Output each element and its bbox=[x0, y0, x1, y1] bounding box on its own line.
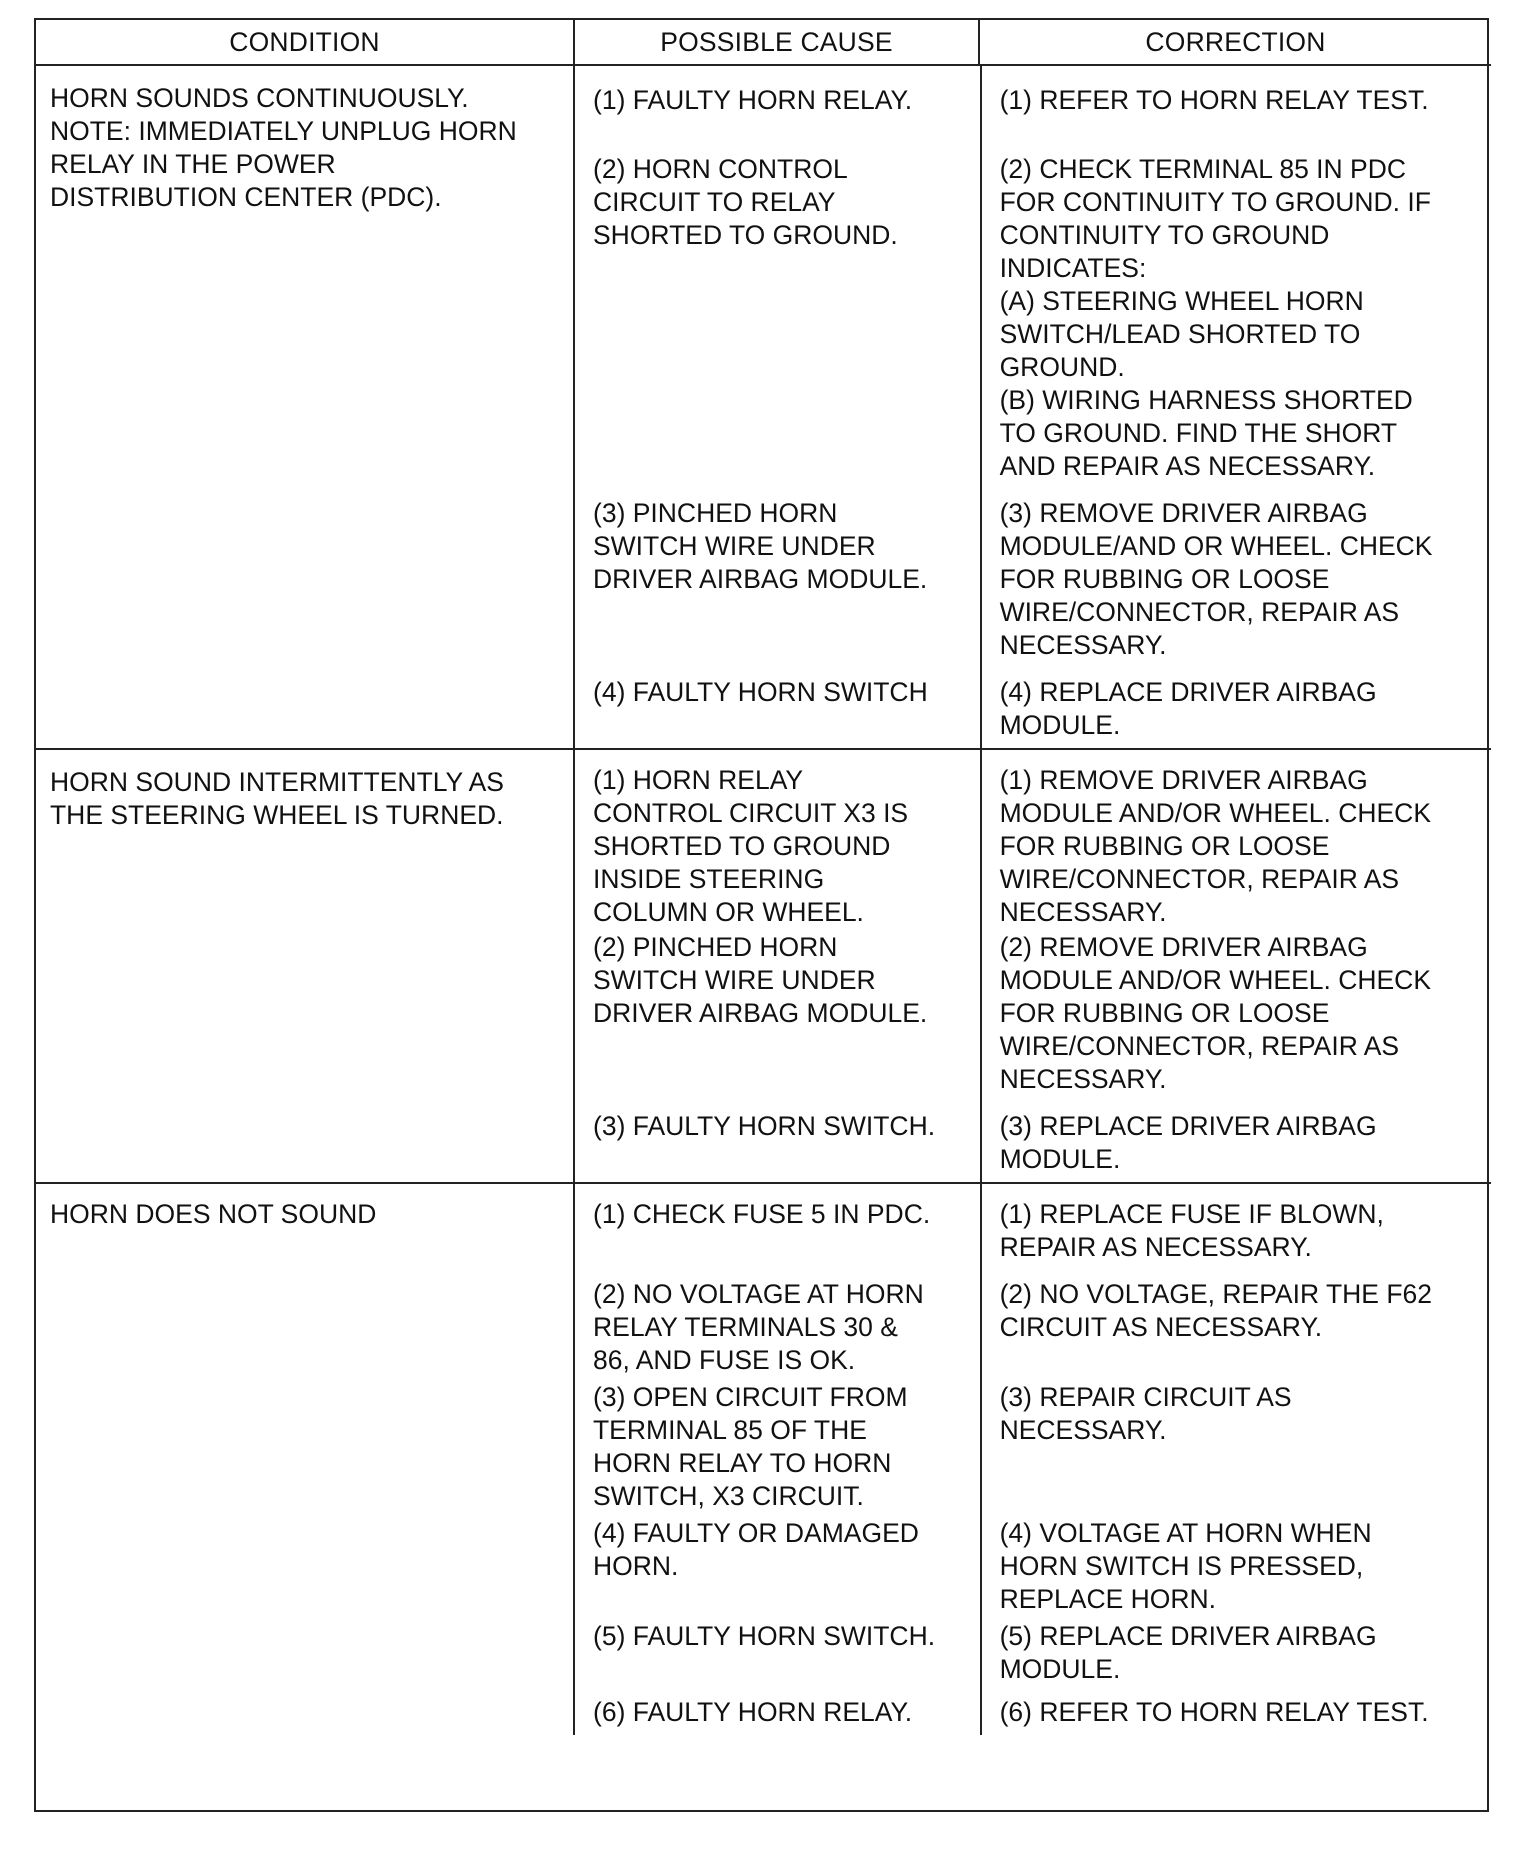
text-line: (3) PINCHED HORN bbox=[593, 498, 838, 528]
possible-cause bbox=[575, 117, 980, 483]
cause-correction-pair bbox=[575, 1184, 1491, 1264]
possible-cause bbox=[575, 1616, 980, 1686]
possible-cause bbox=[575, 1377, 980, 1513]
correction bbox=[980, 1686, 1491, 1735]
text-line: NECESSARY. bbox=[999, 1064, 1167, 1094]
text-line: HORN RELAY TO HORN bbox=[593, 1448, 892, 1478]
correction bbox=[980, 1184, 1491, 1264]
text-line: RELAY TERMINALS 30 & bbox=[593, 1312, 898, 1342]
cause-correction-pair bbox=[575, 1096, 1491, 1182]
correction bbox=[980, 750, 1491, 929]
text-line: HORN SOUNDS CONTINUOUSLY. bbox=[50, 83, 469, 113]
cause-correction-pair bbox=[575, 1686, 1491, 1735]
condition-text bbox=[36, 750, 573, 832]
condition-cell bbox=[36, 1183, 574, 1735]
cause-correction-pair bbox=[575, 483, 1491, 662]
text-line: SWITCH WIRE UNDER bbox=[593, 531, 876, 561]
text-line: (4) FAULTY OR DAMAGED bbox=[593, 1518, 919, 1548]
correction bbox=[980, 1377, 1491, 1513]
cause-correction-pair bbox=[575, 66, 1491, 117]
text-line: WIRE/CONNECTOR, REPAIR AS bbox=[999, 1031, 1400, 1061]
text-line: MODULE AND/OR WHEEL. CHECK bbox=[999, 965, 1431, 995]
text-line: (1) REMOVE DRIVER AIRBAG bbox=[999, 765, 1368, 795]
text-line: (3) REMOVE DRIVER AIRBAG bbox=[999, 498, 1368, 528]
text-line: WIRE/CONNECTOR, REPAIR AS bbox=[999, 864, 1400, 894]
condition-cell bbox=[36, 65, 574, 749]
text-line: REPLACE HORN. bbox=[999, 1584, 1217, 1614]
condition-group-row bbox=[36, 65, 1491, 749]
cause-correction-cell bbox=[574, 749, 1491, 1183]
text-line: FOR RUBBING OR LOOSE bbox=[999, 831, 1330, 861]
text-line: INDICATES: bbox=[999, 253, 1147, 283]
text-line: MODULE AND/OR WHEEL. CHECK bbox=[999, 798, 1431, 828]
text-line: CIRCUIT AS NECESSARY. bbox=[999, 1312, 1323, 1342]
text-line: (5) FAULTY HORN SWITCH. bbox=[593, 1621, 936, 1651]
text-line: SHORTED TO GROUND bbox=[593, 831, 891, 861]
text-line: REPAIR AS NECESSARY. bbox=[999, 1232, 1312, 1262]
text-line: (1) FAULTY HORN RELAY. bbox=[593, 85, 913, 115]
text-line: (1) REPLACE FUSE IF BLOWN, bbox=[999, 1199, 1384, 1229]
correction bbox=[980, 929, 1491, 1096]
text-line: INSIDE STEERING bbox=[593, 864, 825, 894]
condition-text bbox=[36, 66, 573, 214]
text-line: (4) VOLTAGE AT HORN WHEN bbox=[999, 1518, 1372, 1548]
text-line: NOTE: IMMEDIATELY UNPLUG HORN bbox=[50, 116, 517, 146]
cause-correction-pair bbox=[575, 662, 1491, 748]
text-line: HORN DOES NOT SOUND bbox=[50, 1199, 377, 1229]
text-line: FOR RUBBING OR LOOSE bbox=[999, 564, 1330, 594]
text-line: SWITCH/LEAD SHORTED TO bbox=[999, 319, 1361, 349]
text-line: HORN SWITCH IS PRESSED, bbox=[999, 1551, 1364, 1581]
text-line: FOR RUBBING OR LOOSE bbox=[999, 998, 1330, 1028]
correction bbox=[980, 662, 1491, 748]
text-line: (B) WIRING HARNESS SHORTED bbox=[999, 385, 1413, 415]
text-line: (3) REPAIR CIRCUIT AS bbox=[999, 1382, 1292, 1412]
cause-correction-pair bbox=[575, 1264, 1491, 1377]
condition-cell bbox=[36, 749, 574, 1183]
text-line: (3) FAULTY HORN SWITCH. bbox=[593, 1111, 936, 1141]
header-correction: CORRECTION bbox=[979, 20, 1491, 65]
possible-cause bbox=[575, 483, 980, 662]
text-line: MODULE. bbox=[999, 1144, 1121, 1174]
cause-correction-pair bbox=[575, 1513, 1491, 1616]
text-line: CONTROL CIRCUIT X3 IS bbox=[593, 798, 909, 828]
correction bbox=[980, 483, 1491, 662]
cause-correction-pair bbox=[575, 1616, 1491, 1686]
possible-cause bbox=[575, 1184, 980, 1264]
text-line: MODULE. bbox=[999, 1654, 1121, 1684]
possible-cause bbox=[575, 662, 980, 748]
text-line: (3) OPEN CIRCUIT FROM bbox=[593, 1382, 908, 1412]
text-line: TO GROUND. FIND THE SHORT bbox=[999, 418, 1398, 448]
diagnosis-table-frame bbox=[34, 18, 1489, 1812]
possible-cause bbox=[575, 1264, 980, 1377]
text-line: SWITCH, X3 CIRCUIT. bbox=[593, 1481, 864, 1511]
correction bbox=[980, 66, 1491, 117]
text-line: (4) FAULTY HORN SWITCH bbox=[593, 677, 928, 707]
text-line: COLUMN OR WHEEL. bbox=[593, 897, 864, 927]
text-line: (2) PINCHED HORN bbox=[593, 932, 838, 962]
text-line: MODULE/AND OR WHEEL. CHECK bbox=[999, 531, 1433, 561]
text-line: (2) REMOVE DRIVER AIRBAG bbox=[999, 932, 1368, 962]
text-line: (5) REPLACE DRIVER AIRBAG bbox=[999, 1621, 1377, 1651]
text-line: (1) CHECK FUSE 5 IN PDC. bbox=[593, 1199, 931, 1229]
text-line: SHORTED TO GROUND. bbox=[593, 220, 898, 250]
text-line: 86, AND FUSE IS OK. bbox=[593, 1345, 856, 1375]
cause-correction-list bbox=[575, 1184, 1491, 1735]
cause-correction-cell bbox=[574, 1183, 1491, 1735]
text-line: DRIVER AIRBAG MODULE. bbox=[593, 998, 928, 1028]
correction bbox=[980, 1513, 1491, 1616]
possible-cause bbox=[575, 750, 980, 929]
correction bbox=[980, 117, 1491, 483]
text-line: DISTRIBUTION CENTER (PDC). bbox=[50, 182, 442, 212]
condition-group-row bbox=[36, 1183, 1491, 1735]
text-line: THE STEERING WHEEL IS TURNED. bbox=[50, 800, 504, 830]
text-line: (2) HORN CONTROL bbox=[593, 154, 848, 184]
text-line: (2) NO VOLTAGE, REPAIR THE F62 bbox=[999, 1279, 1432, 1309]
text-line: (1) HORN RELAY bbox=[593, 765, 804, 795]
text-line: (4) REPLACE DRIVER AIRBAG bbox=[999, 677, 1377, 707]
text-line: (A) STEERING WHEEL HORN bbox=[999, 286, 1364, 316]
possible-cause bbox=[575, 1513, 980, 1616]
header-row bbox=[36, 20, 1491, 65]
text-line: MODULE. bbox=[999, 710, 1121, 740]
text-line: NECESSARY. bbox=[999, 897, 1167, 927]
text-line: (6) REFER TO HORN RELAY TEST. bbox=[999, 1697, 1429, 1727]
possible-cause bbox=[575, 929, 980, 1096]
condition-group-row bbox=[36, 749, 1491, 1183]
text-line: GROUND. bbox=[999, 352, 1125, 382]
possible-cause bbox=[575, 1096, 980, 1182]
possible-cause bbox=[575, 66, 980, 117]
text-line: SWITCH WIRE UNDER bbox=[593, 965, 876, 995]
text-line: RELAY IN THE POWER bbox=[50, 149, 336, 179]
cause-correction-pair bbox=[575, 117, 1491, 483]
text-line: FOR CONTINUITY TO GROUND. IF bbox=[999, 187, 1431, 217]
correction bbox=[980, 1096, 1491, 1182]
text-line: CONTINUITY TO GROUND bbox=[999, 220, 1330, 250]
horn-diagnosis-table bbox=[36, 20, 1491, 1735]
text-line: TERMINAL 85 OF THE bbox=[593, 1415, 867, 1445]
header-condition: CONDITION bbox=[36, 20, 574, 65]
text-line: (1) REFER TO HORN RELAY TEST. bbox=[999, 85, 1429, 115]
text-line: CIRCUIT TO RELAY bbox=[593, 187, 836, 217]
header-possible-cause: POSSIBLE CAUSE bbox=[574, 20, 979, 65]
correction bbox=[980, 1616, 1491, 1686]
text-line: WIRE/CONNECTOR, REPAIR AS bbox=[999, 597, 1400, 627]
possible-cause bbox=[575, 1686, 980, 1735]
cause-correction-pair bbox=[575, 1377, 1491, 1513]
cause-correction-pair bbox=[575, 750, 1491, 929]
text-line: NECESSARY. bbox=[999, 630, 1167, 660]
cause-correction-list bbox=[575, 66, 1491, 748]
cause-correction-list bbox=[575, 750, 1491, 1182]
correction bbox=[980, 1264, 1491, 1377]
text-line: NECESSARY. bbox=[999, 1415, 1167, 1445]
condition-text bbox=[36, 1184, 573, 1231]
text-line: HORN. bbox=[593, 1551, 679, 1581]
text-line: (3) REPLACE DRIVER AIRBAG bbox=[999, 1111, 1377, 1141]
text-line: DRIVER AIRBAG MODULE. bbox=[593, 564, 928, 594]
text-line: AND REPAIR AS NECESSARY. bbox=[999, 451, 1376, 481]
text-line: (2) CHECK TERMINAL 85 IN PDC bbox=[999, 154, 1406, 184]
text-line: HORN SOUND INTERMITTENTLY AS bbox=[50, 767, 504, 797]
text-line: (2) NO VOLTAGE AT HORN bbox=[593, 1279, 924, 1309]
cause-correction-cell bbox=[574, 65, 1491, 749]
cause-correction-pair bbox=[575, 929, 1491, 1096]
text-line: (6) FAULTY HORN RELAY. bbox=[593, 1697, 913, 1727]
